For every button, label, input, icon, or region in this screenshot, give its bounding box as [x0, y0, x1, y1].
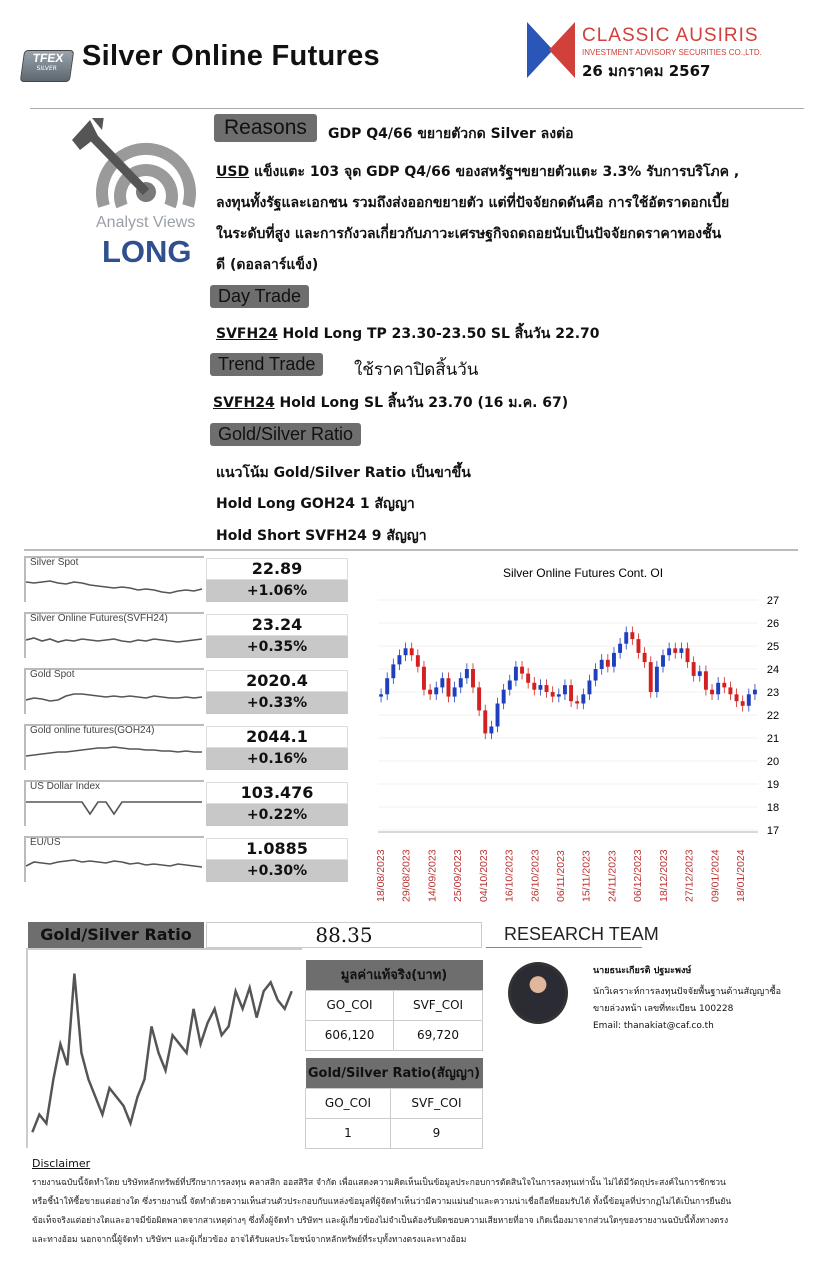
y-tick-label: 22 — [766, 710, 780, 722]
candle — [440, 672, 444, 693]
candle — [692, 656, 696, 681]
quote-row — [24, 668, 350, 714]
candle — [477, 682, 481, 717]
analyst-name: นายธนะเกียรติ ปฐมะพงษ์ — [593, 966, 692, 976]
ratio-value: 88.35 — [206, 922, 482, 948]
candle — [514, 661, 518, 686]
candle — [397, 649, 401, 670]
y-tick-label: 27 — [766, 595, 780, 607]
candle — [673, 643, 677, 659]
candle — [698, 666, 702, 682]
day-trade-tag: Day Trade — [210, 285, 309, 308]
analyst-role-line-1: นักวิเคราะห์การลงทุนปัจจัยพื้นฐานด้านสัญญาซื้อ — [593, 987, 781, 997]
candle — [410, 643, 414, 661]
disclaimer-line: และทางอ้อม นอกจากนี้ผู้จัดทำ บริษัทฯ และผู้เกี่ยวข้อง อาจได้รับผลประโยชน์จากหลักทรัพย์ที่ระบุทั้งทางตรงและทางอ้อม — [32, 1235, 467, 1245]
reasons-lead: USD — [216, 164, 250, 180]
x-tick-label: 18/01/2024 — [735, 849, 747, 902]
day-trade-symbol: SVFH24 — [216, 326, 278, 342]
disclaimer-line: รายงานฉบับนี้จัดทำโดย บริษัทหลักทรัพย์ที่ปรึกษาการลงทุน คลาสสิก ออสสิริส จำกัด เพื่อแสดงความคิดเห็นเป็นข้อมูลประกอบการตัดสินใจในการลงทุนเท่านั้น ไม่ได้มีวัตถุประสงค์ในการชักชวน — [32, 1178, 726, 1188]
reasons-line-3: ในระดับที่สูง และการกังวลเกี่ยวกับภาวะเศรษฐกิจถดถอยนับเป็นปัจจัยกดราคาทองชั้น — [216, 226, 722, 242]
candle — [686, 643, 690, 668]
quote-value: 2020.4 — [206, 670, 348, 692]
x-tick-label: 18/12/2023 — [657, 849, 670, 902]
candle — [612, 647, 616, 672]
tfex-logo-subtext: SILVER — [35, 65, 58, 72]
candle — [716, 677, 720, 700]
chart-title: Silver Online Futures Cont. OI — [502, 566, 664, 580]
y-tick-label: 23 — [766, 687, 780, 699]
candle — [428, 684, 432, 700]
candle — [545, 679, 549, 697]
value-table — [305, 960, 483, 1051]
analyst-email: Email: thanakiat@caf.co.th — [593, 1021, 714, 1031]
y-tick-label: 26 — [766, 618, 780, 630]
ratio-sparkline — [26, 948, 302, 1148]
quote-row — [24, 780, 350, 826]
brand-name: CLASSIC AUSIRIS — [582, 25, 759, 46]
page-title: Silver Online Futures — [82, 40, 380, 72]
candle — [483, 705, 487, 740]
value-table-cell: 69,720 — [394, 1020, 483, 1050]
candle — [404, 643, 408, 661]
candle — [532, 677, 536, 695]
candle — [489, 721, 493, 739]
candle — [471, 663, 475, 693]
x-tick-label: 09/01/2024 — [709, 849, 722, 902]
candle — [526, 668, 530, 689]
x-tick-label: 06/12/2023 — [632, 849, 645, 902]
candle — [520, 661, 524, 679]
disclaimer-title: Disclaimer — [32, 1157, 91, 1170]
reasons-headline: GDP Q4/66 ขยายตัวกด Silver ลงต่อ — [328, 126, 574, 142]
oi-chart — [358, 560, 798, 910]
quote-name: EU/US — [30, 837, 61, 848]
candle — [563, 679, 567, 700]
quote-sparkline — [24, 612, 204, 658]
candle — [453, 682, 457, 703]
quote-sparkline-graph — [26, 846, 204, 882]
candle — [447, 672, 451, 702]
x-tick-label: 24/11/2023 — [606, 850, 619, 902]
candle — [508, 675, 512, 696]
quote-value: 103.476 — [206, 782, 348, 804]
quote-name: US Dollar Index — [30, 781, 101, 792]
ratio-table-title: Gold/Silver Ratio(สัญญา) — [306, 1058, 483, 1088]
research-title: RESEARCH TEAM — [504, 924, 659, 944]
quote-sparkline — [24, 724, 204, 770]
candle — [385, 672, 389, 700]
x-tick-label: 14/09/2023 — [426, 849, 439, 902]
trend-trade-symbol: SVFH24 — [213, 395, 275, 411]
ratio-table-header: SVF_COI — [390, 1088, 482, 1118]
reasons-line-1: แข็งแตะ 103 จุด GDP Q4/66 ของสหรัฐฯขยายตัวแตะ 3.3% รับการบริโภค , — [249, 164, 740, 180]
quote-row — [24, 556, 350, 602]
quote-change: +1.06% — [206, 580, 348, 602]
candle — [618, 638, 622, 659]
x-tick-label: 04/10/2023 — [477, 849, 490, 902]
quote-sparkline-graph — [26, 790, 204, 826]
x-tick-label: 18/08/2023 — [375, 849, 387, 902]
tfex-logo — [20, 50, 74, 82]
candle — [581, 689, 585, 710]
quote-name: Silver Spot — [30, 557, 79, 568]
disclaimer-body — [32, 1174, 790, 1250]
quote-change: +0.33% — [206, 692, 348, 714]
candle — [422, 661, 426, 696]
gold-silver-line-2: Hold Long GOH24 1 สัญญา — [216, 496, 415, 512]
y-tick-label: 19 — [766, 779, 780, 791]
quote-change: +0.16% — [206, 748, 348, 770]
target-icon — [68, 118, 208, 218]
quote-name: Gold Spot — [30, 669, 75, 680]
candle — [391, 659, 395, 684]
tfex-logo-text: TFEX — [31, 51, 65, 65]
reasons-line-2: ลงทุนทั้งรัฐและเอกชน รวมถึงส่งออกขยายตัว แต่ที่ปัจจัยกดดันคือ การใช้อัตราดอกเบี้ย — [216, 195, 730, 211]
candle — [753, 684, 757, 700]
quote-sparkline-graph — [26, 622, 204, 658]
day-trade-line — [216, 323, 600, 345]
trend-trade-line — [213, 392, 568, 414]
y-tick-label: 24 — [766, 664, 780, 676]
quote-row — [24, 612, 350, 658]
analyst-role — [593, 984, 793, 1018]
candle — [557, 689, 561, 703]
candle — [569, 679, 573, 707]
ratio-table-cell: 9 — [390, 1118, 482, 1148]
ratio-table-header: GO_COI — [306, 1088, 391, 1118]
candle — [459, 672, 463, 693]
candle — [502, 684, 506, 709]
quote-row — [24, 724, 350, 770]
candle — [630, 626, 634, 644]
candle — [465, 663, 469, 684]
candle — [728, 682, 732, 700]
candle — [722, 677, 726, 693]
quote-value: 2044.1 — [206, 726, 348, 748]
value-table-header: SVF_COI — [394, 990, 483, 1020]
reasons-line-4: ดี (ดอลลาร์แข็ง) — [216, 257, 319, 273]
quote-row — [24, 836, 350, 882]
trend-trade-text: Hold Long SL สิ้นวัน 23.70 (16 ม.ค. 67) — [274, 395, 569, 411]
x-tick-label: 27/12/2023 — [683, 849, 696, 902]
candle — [551, 686, 555, 702]
y-tick-label: 17 — [766, 825, 780, 837]
candle — [643, 647, 647, 668]
quote-change: +0.35% — [206, 636, 348, 658]
avatar — [508, 962, 568, 1024]
candle — [594, 663, 598, 686]
candle — [735, 689, 739, 707]
candle — [704, 666, 708, 696]
candle — [600, 654, 604, 675]
gold-silver-line-1: แนวโน้ม Gold/Silver Ratio เป็นขาขึ้น — [216, 465, 471, 481]
header-divider — [30, 108, 804, 109]
quote-change: +0.30% — [206, 860, 348, 882]
x-tick-label: 16/10/2023 — [503, 849, 516, 902]
y-tick-label: 20 — [766, 756, 780, 768]
candle — [649, 656, 653, 697]
quote-sparkline-graph — [26, 678, 204, 714]
x-tick-label: 25/09/2023 — [452, 849, 465, 902]
analyst-role-line-2: ขายล่วงหน้า เลขที่ทะเบียน 100228 — [593, 1004, 734, 1014]
quote-name: Gold online futures(GOH24) — [30, 725, 155, 736]
candle — [741, 695, 745, 711]
quote-sparkline — [24, 668, 204, 714]
x-tick-label: 15/11/2023 — [580, 850, 593, 902]
day-trade-text: Hold Long TP 23.30-23.50 SL สิ้นวัน 22.70 — [277, 326, 600, 342]
trend-trade-note: ใช้ราคาปิดสิ้นวัน — [354, 360, 479, 379]
trend-trade-tag: Trend Trade — [210, 353, 323, 376]
brand-subtitle: INVESTMENT ADVISORY SECURITIES CO.,LTD. — [582, 48, 762, 57]
y-tick-label: 25 — [766, 641, 780, 653]
ratio-table-cell: 1 — [306, 1118, 391, 1148]
analyst-view-value: LONG — [102, 234, 192, 269]
gold-silver-line-3: Hold Short SVFH24 9 สัญญา — [216, 528, 427, 544]
quote-name: Silver Online Futures(SVFH24) — [30, 613, 168, 624]
disclaimer-line: หรือชี้นำให้ซื้อขายแต่อย่างใด ซึ่งรายงานนี้ จัดทำด้วยความเห็นส่วนตัวประกอบกับแหล่งข้อมูลที่ผู้จัดทำเห็นว่ามีความแม่นยำและความน่าเชื่อถือที่ยอมรับได้ ทั้งนี้ข้อมูลที่ปรากฏไม่ได้เป็นการยืนยัน — [32, 1197, 732, 1207]
x-tick-label: 29/08/2023 — [400, 849, 413, 902]
candle — [606, 654, 610, 672]
ratio-line — [32, 974, 291, 1133]
candle — [434, 682, 438, 700]
brand-logo-icon — [527, 18, 575, 82]
candle — [379, 689, 383, 703]
y-tick-label: 18 — [766, 802, 780, 814]
section-divider — [24, 549, 798, 551]
disclaimer-line: ข้อเท็จจริงแต่อย่างใดและอาจมีข้อผิดพลาดจากสาเหตุต่างๆ ซึ่งทั้งผู้จัดทำ บริษัทฯ และผู้เกี่ยวข้องไม่จำเป็นต้องรับผิดชอบความเสียหายที่อาจ เกิดเนื่องมาจากส่วนใดๆของรายงานฉบับนี้ทั้งทางตรง — [32, 1216, 729, 1226]
y-tick-label: 21 — [766, 733, 780, 745]
candle — [575, 695, 579, 709]
quote-change: +0.22% — [206, 804, 348, 826]
quote-sparkline-graph — [26, 566, 204, 602]
ratio-table — [305, 1058, 483, 1149]
candle — [710, 684, 714, 700]
candle — [538, 679, 542, 695]
analyst-view-label: Analyst Views — [96, 214, 196, 231]
gold-silver-tag: Gold/Silver Ratio — [210, 423, 361, 446]
candle — [587, 675, 591, 700]
quote-value: 22.89 — [206, 558, 348, 580]
quote-sparkline — [24, 836, 204, 882]
quote-value: 23.24 — [206, 614, 348, 636]
ratio-title: Gold/Silver Ratio — [28, 922, 204, 948]
quote-sparkline — [24, 780, 204, 826]
quote-sparkline — [24, 556, 204, 602]
report-date: 26 มกราคม 2567 — [582, 62, 711, 80]
reasons-tag: Reasons — [214, 114, 317, 142]
candle — [679, 643, 683, 659]
reasons-body — [216, 157, 802, 281]
value-table-header: GO_COI — [306, 990, 394, 1020]
candle — [496, 698, 500, 733]
quote-value: 1.0885 — [206, 838, 348, 860]
x-tick-label: 06/11/2023 — [555, 850, 567, 902]
quote-sparkline-graph — [26, 734, 204, 770]
candle — [637, 633, 641, 658]
research-divider — [486, 947, 642, 948]
candle — [667, 643, 671, 661]
value-table-cell: 606,120 — [306, 1020, 394, 1050]
value-table-title: มูลค่าแท้จริง(บาท) — [306, 960, 483, 990]
x-tick-label: 26/10/2023 — [529, 849, 542, 902]
